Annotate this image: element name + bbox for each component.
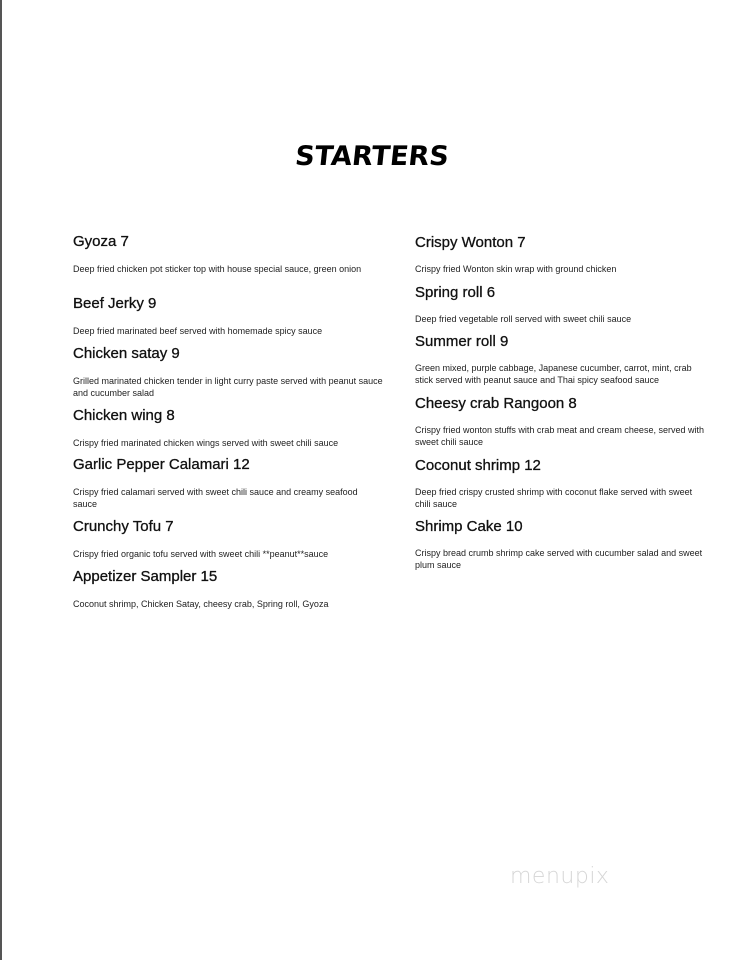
item-description: Deep fried marinated beef served with homemade spicy sauce — [73, 326, 323, 336]
item-name: Gyoza 7 — [73, 233, 129, 250]
menu-item — [415, 457, 705, 509]
menu-item — [73, 407, 383, 448]
item-name: Chicken satay 9 — [73, 345, 180, 362]
menu-item — [73, 233, 383, 274]
item-name: Beef Jerky 9 — [73, 295, 157, 312]
menu-item — [415, 395, 705, 447]
item-description: Deep fried chicken pot sticker top with house special sauce, green onion — [73, 264, 362, 274]
item-description: Deep fried crispy crusted shrimp with coconut flake served with sweet chili sauce — [415, 487, 693, 509]
item-name: Crispy Wonton 7 — [415, 234, 526, 251]
item-description: Crispy fried Wonton skin wrap with ground chicken — [415, 264, 617, 274]
item-name: Shrimp Cake 10 — [415, 518, 523, 535]
item-description: Crispy fried marinated chicken wings served with sweet chili sauce — [73, 438, 339, 448]
item-description: Crispy fried wonton stuffs with crab meat and cream cheese, served with sweet chili sauce — [415, 425, 704, 447]
item-description: Grilled marinated chicken tender in light curry paste served with peanut sauce and cucumber salad — [73, 376, 383, 398]
item-description: Coconut shrimp, Chicken Satay, cheesy crab, Spring roll, Gyoza — [73, 599, 329, 609]
item-name: Summer roll 9 — [415, 333, 509, 350]
menu-item — [73, 518, 383, 559]
item-name: Garlic Pepper Calamari 12 — [73, 456, 250, 473]
item-description: Crispy fried calamari served with sweet chili sauce and creamy seafood sauce — [73, 487, 358, 509]
menu-item — [73, 345, 383, 398]
menu-item — [73, 295, 383, 336]
item-name: Coconut shrimp 12 — [415, 457, 541, 474]
menu-title: STARTERS — [293, 141, 451, 172]
menu-item — [73, 456, 383, 509]
item-name: Crunchy Tofu 7 — [73, 518, 174, 535]
item-description: Deep fried vegetable roll served with sweet chili sauce — [415, 314, 632, 324]
item-description: Crispy bread crumb shrimp cake served with cucumber salad and sweet plum sauce — [415, 548, 703, 570]
item-name: Spring roll 6 — [415, 284, 496, 301]
item-name: Chicken wing 8 — [73, 407, 175, 424]
item-name: Cheesy crab Rangoon 8 — [415, 395, 577, 412]
item-description: Crispy fried organic tofu served with sweet chili **peanut**sauce — [73, 549, 329, 559]
item-description: Green mixed, purple cabbage, Japanese cucumber, carrot, mint, crab stick served with peanut sauce and Thai spicy seafood sauce — [415, 363, 692, 385]
watermark-logo: menupix — [510, 864, 610, 889]
menu-item — [415, 333, 705, 385]
menu-item — [415, 518, 705, 570]
menu-item — [415, 234, 705, 274]
item-name: Appetizer Sampler 15 — [73, 568, 218, 585]
menu-item — [415, 284, 705, 324]
menu-item — [73, 568, 383, 609]
